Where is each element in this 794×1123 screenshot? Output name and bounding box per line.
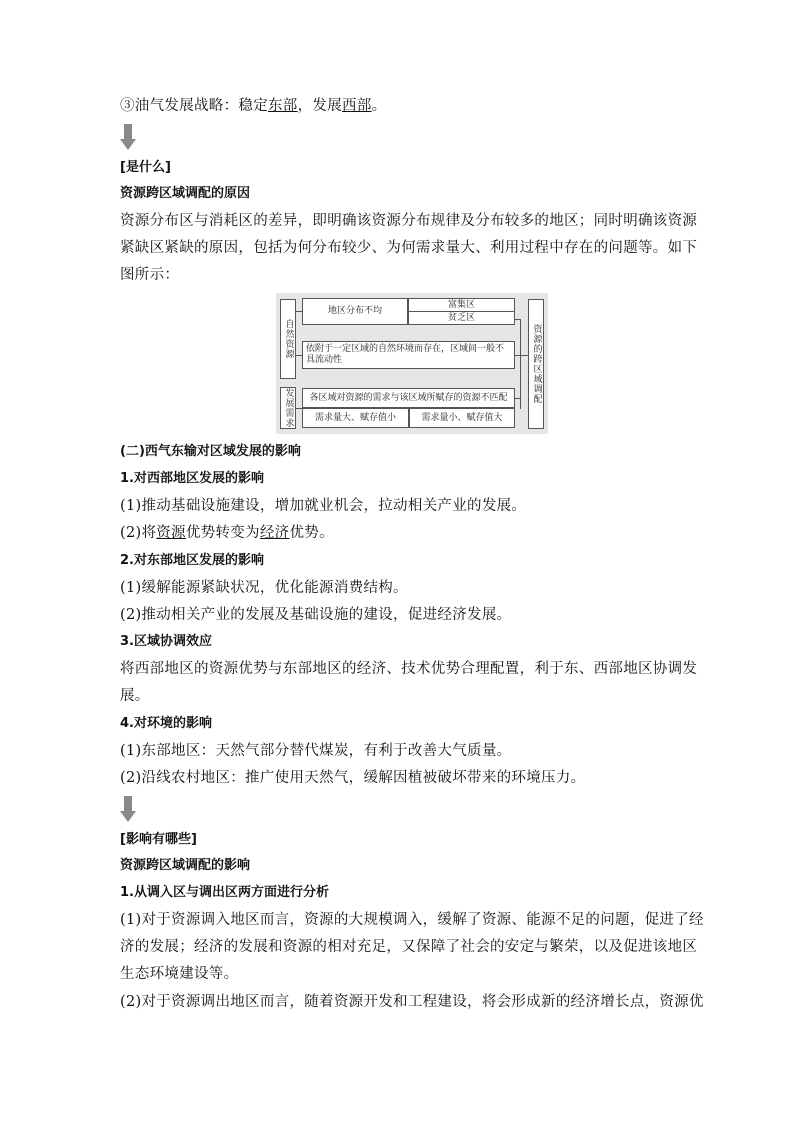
heading-reason: 资源跨区域调配的原因 — [120, 186, 251, 201]
heading-west-east-gas: (二)西气东输对区域发展的影响 — [120, 444, 301, 459]
down-arrow-icon — [120, 796, 136, 822]
text: 。 — [371, 98, 387, 114]
poor-area-box: 贫乏区 — [408, 311, 515, 325]
list-item: (2)推动相关产业的发展及基础设施的建设，促进经济发展。 — [120, 607, 512, 623]
text: 优势转变为 — [185, 525, 260, 541]
dense-area-box: 富集区 — [408, 298, 515, 312]
heading-impacts: 资源跨区域调配的影响 — [120, 858, 251, 873]
paragraph-line: 紧缺区紧缺的原因，包括为何分布较少、为何需求量大、利用过程中存在的问题等。如下 — [120, 240, 698, 256]
connector — [520, 319, 521, 409]
mismatch-box: 各区域对资源的需求与该区域所赋存的资源不匹配 — [302, 388, 515, 408]
paragraph-line: 济的发展；经济的发展和资源的相对充足，又保障了社会的安定与繁荣，以及促进该地区 — [120, 939, 698, 955]
paragraph-line: 资源分布区与消耗区的差异，即明确该资源分布规律及分布较多的地区；同时明确该资源 — [120, 213, 698, 229]
subheading-coordination: 3.区域协调效应 — [120, 634, 212, 649]
small-demand-box: 需求量小、赋存值大 — [409, 408, 515, 428]
paragraph-line: 将西部地区的资源优势与东部地区的经济、技术优势合理配置，利于东、西部地区协调发 — [120, 661, 698, 677]
subheading-analysis: 1.从调入区与调出区两方面进行分析 — [120, 885, 329, 900]
list-item: (1)东部地区：天然气部分替代煤炭，有利于改善大气质量。 — [120, 743, 512, 759]
attached-nature-box: 依附于一定区域的自然环境而存在，区域间一般不具流动性 — [302, 341, 515, 369]
underlined-text: 东部 — [268, 98, 298, 114]
connector — [515, 398, 521, 399]
big-demand-box: 需求量大、赋存值小 — [302, 408, 409, 428]
subheading-east: 2.对东部地区发展的影响 — [120, 553, 264, 568]
connector — [296, 355, 302, 356]
resource-reason-diagram — [276, 293, 548, 434]
uneven-distribution-box: 地区分布不均 — [302, 298, 408, 325]
paragraph-line: 展。 — [120, 688, 150, 704]
connector — [515, 355, 528, 356]
section-tag-impacts: [影响有哪些] — [120, 832, 197, 847]
paragraph-line: 生态环境建设等。 — [120, 966, 239, 982]
underlined-text: 经济 — [259, 525, 290, 541]
list-item — [120, 523, 334, 543]
text: ③油气发展战略：稳定 — [120, 98, 268, 114]
underlined-text: 西部 — [342, 98, 372, 114]
oil-gas-strategy-line — [120, 96, 386, 116]
paragraph-line: 图所示： — [120, 267, 180, 283]
paragraph-line: (1)对于资源调入地区而言，资源的大规模调入，缓解了资源、能源不足的问题，促进了经 — [120, 912, 704, 928]
text: 优势。 — [289, 525, 334, 541]
cross-region-allocation-box: 资源的跨区域调配 — [528, 299, 544, 429]
list-item: (1)缓解能源紧缺状况，优化能源消费结构。 — [120, 580, 408, 596]
connector — [296, 408, 302, 409]
list-item: (2)沿线农村地区：推广使用天然气，缓解因植被破坏带来的环境压力。 — [120, 770, 586, 786]
section-tag-what: [是什么] — [120, 160, 171, 175]
down-arrow-icon — [120, 124, 136, 150]
text: ，发展 — [297, 98, 343, 114]
subheading-environment: 4.对环境的影响 — [120, 716, 212, 731]
list-item: (1)推动基础设施建设，增加就业机会，拉动相关产业的发展。 — [120, 498, 527, 514]
development-demand-box: 发展需求 — [280, 387, 296, 429]
text: (2)将 — [120, 525, 157, 541]
underlined-text: 资源 — [156, 525, 186, 541]
subheading-west: 1.对西部地区发展的影响 — [120, 471, 264, 486]
connector — [296, 311, 302, 312]
natural-resource-box: 自然资源 — [280, 299, 296, 379]
paragraph-line: (2)对于资源调出地区而言，随着资源开发和工程建设，将会形成新的经济增长点，资源优 — [120, 994, 704, 1010]
